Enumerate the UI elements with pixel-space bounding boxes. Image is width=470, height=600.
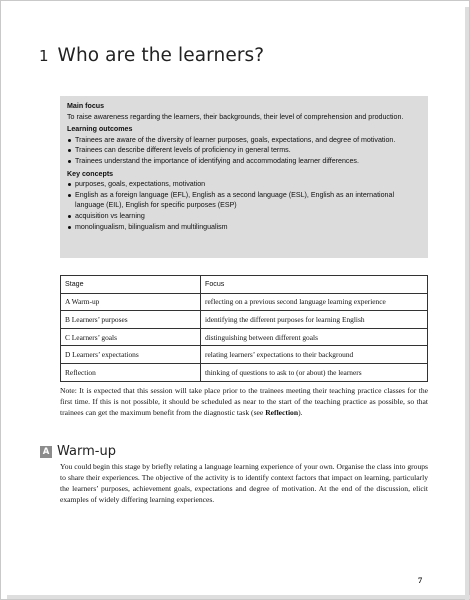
table-cell: distinguishing between different goals — [201, 328, 428, 346]
list-item: monolingualism, bilingualism and multilingualism — [67, 222, 422, 233]
note-end: ). — [298, 407, 303, 417]
table-cell: reflecting on a previous second language learning experience — [201, 293, 428, 311]
list-item: Trainees can describe different levels of proficiency in general terms. — [67, 145, 422, 156]
chapter-number: 1 — [39, 47, 49, 65]
column-header-focus: Focus — [201, 276, 428, 294]
table-cell: identifying the different purposes for learning English — [201, 311, 428, 329]
main-focus-heading: Main focus — [67, 102, 105, 110]
table-row — [61, 311, 428, 329]
focus-box — [60, 96, 428, 258]
list-item: English as a foreign language (EFL), English as a second language (ESL), English as an international language (EIL), English for specific purposes (ESP) — [67, 190, 422, 211]
list-item: acquisition vs learning — [67, 211, 422, 222]
table-cell: C Learners’ goals — [61, 328, 201, 346]
table-row — [61, 293, 428, 311]
key-concepts-list — [67, 179, 422, 232]
list-item: Trainees are aware of the diversity of learner purposes, goals, expectations, and degree of motivation. — [67, 135, 422, 146]
list-item: purposes, goals, expectations, motivation — [67, 179, 422, 190]
page-number: 7 — [418, 575, 423, 585]
list-item: Trainees understand the importance of identifying and accommodating learner differences. — [67, 156, 422, 167]
page-shadow-right — [465, 7, 469, 600]
warmup-paragraph: You could begin this stage by briefly relating a language learning experience of your own. Organise the class into groups to share their experiences. The objective of the activity is to identify context factors that impact on learning, particularly the learners’ purposes, achievement goals, expectations and degree of motivation. At the end of the discussion, elicit examples of widely differing learning experiences. — [60, 462, 428, 504]
page-shadow-bottom — [7, 595, 470, 599]
note-text: Note: It is expected that this session will take place prior to the trainees meeting their teaching practice classes for the first time. If this is not possible, it should be scheduled as near to the start of the teaching practice as possible, so that trainees can get the maximum benefit from the diagnostic task (see — [60, 386, 428, 417]
chapter-heading — [39, 45, 264, 66]
stages-table — [60, 275, 428, 382]
table-row — [61, 363, 428, 381]
table-row — [61, 346, 428, 364]
note-paragraph — [60, 386, 428, 419]
chapter-title: Who are the learners? — [57, 45, 265, 66]
key-concepts-heading: Key concepts — [67, 169, 114, 178]
table-cell: D Learners’ expectations — [61, 346, 201, 364]
note-reflection-ref: Reflection — [265, 407, 299, 417]
table-cell: A Warm-up — [61, 293, 201, 311]
section-title: Warm-up — [57, 444, 116, 459]
main-focus-text: To raise awareness regarding the learners, their backgrounds, their level of comprehension and production. — [67, 112, 404, 121]
table-cell: B Learners’ purposes — [61, 311, 201, 329]
table-row — [61, 328, 428, 346]
learning-outcomes-heading: Learning outcomes — [67, 125, 133, 134]
section-letter-badge: A — [40, 446, 52, 458]
table-header-row — [61, 276, 428, 294]
learning-outcomes-list — [67, 135, 422, 167]
column-header-stage: Stage — [61, 276, 201, 294]
table-cell: Reflection — [61, 363, 201, 381]
table-cell: relating learners’ expectations to their background — [201, 346, 428, 364]
section-a-heading — [40, 444, 116, 459]
table-cell: thinking of questions to ask to (or about) the learners — [201, 363, 428, 381]
